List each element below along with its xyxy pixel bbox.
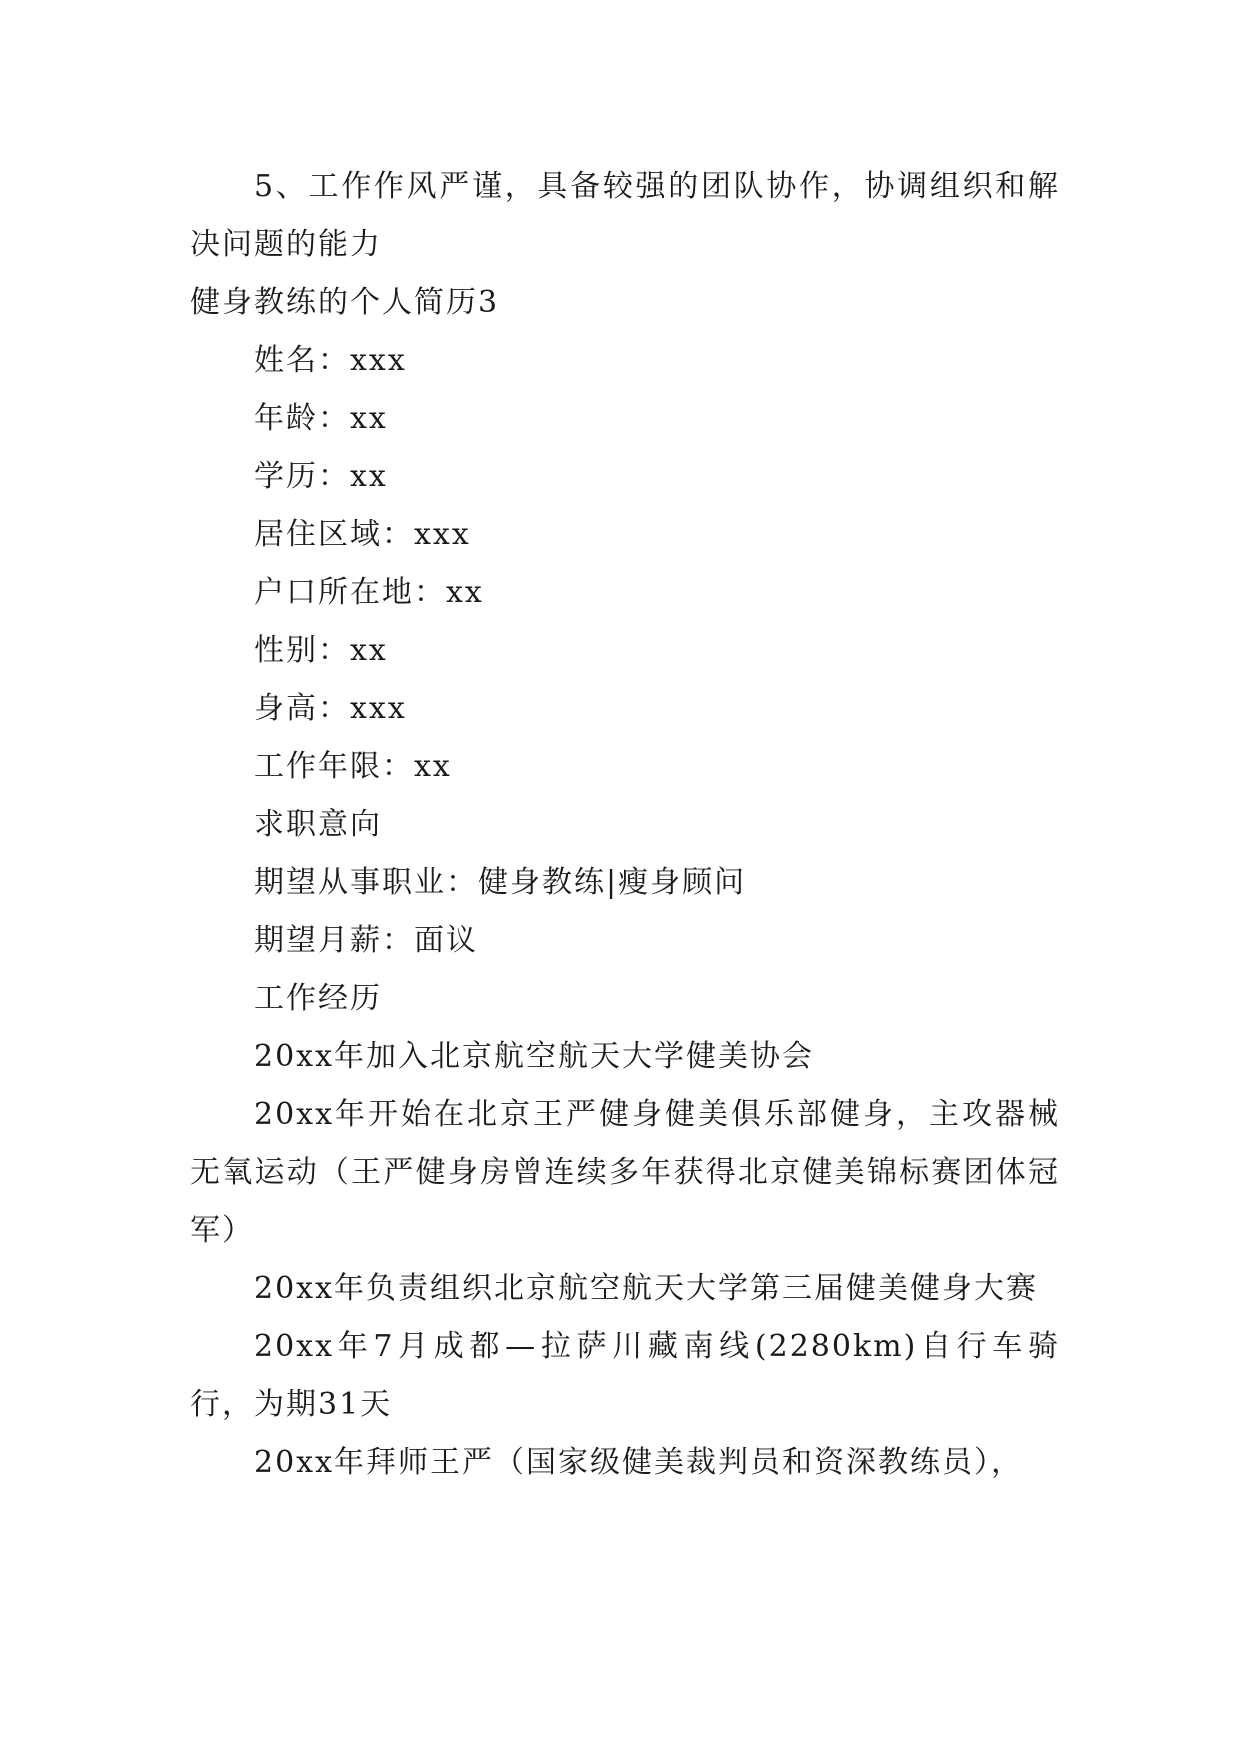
- section-job-intention: 求职意向: [254, 807, 382, 842]
- paragraph-teamwork-ability: 5、工作作风严谨，具备较强的团队协作，协调组织和解决问题的能力: [190, 169, 1060, 262]
- field-education: 学历：xx: [254, 459, 388, 494]
- experience-item: 20xx年开始在北京王严健身健美俱乐部健身，主攻器械无氧运动（王严健身房曾连续多年获得北京健美锦标赛团体冠军）: [190, 1097, 1060, 1248]
- experience-item: 20xx年负责组织北京航空航天大学第三届健美健身大赛: [254, 1271, 1039, 1306]
- experience-item: 20xx年加入北京航空航天大学健美协会: [254, 1039, 815, 1074]
- field-gender: 性别：xx: [254, 633, 388, 668]
- field-age: 年龄：xx: [254, 401, 388, 436]
- field-height: 身高：xxx: [254, 691, 407, 726]
- experience-item: 20xx年7月成都—拉萨川藏南线(2280km)自行车骑行，为期31天: [190, 1329, 1060, 1422]
- field-residence-area: 居住区域：xxx: [254, 517, 471, 552]
- section-work-experience: 工作经历: [254, 981, 382, 1016]
- field-desired-occupation: 期望从事职业：健身教练|瘦身顾问: [254, 865, 747, 900]
- document-body: [190, 158, 1060, 1492]
- field-hukou-location: 户口所在地：xx: [254, 575, 484, 610]
- field-desired-salary: 期望月薪：面议: [254, 923, 478, 958]
- section-title-resume-3: 健身教练的个人简历3: [190, 285, 500, 320]
- field-name: 姓名：xxx: [254, 343, 407, 378]
- experience-item: 20xx年拜师王严（国家级健美裁判员和资深教练员），: [254, 1445, 1024, 1480]
- field-work-years: 工作年限：xx: [254, 749, 452, 784]
